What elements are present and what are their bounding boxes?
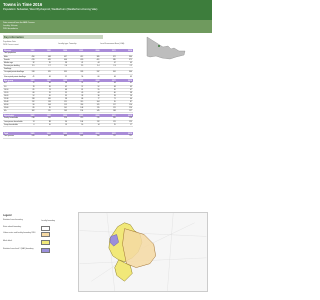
table-cell: 52 xyxy=(84,85,100,88)
column-header: 1981 xyxy=(19,132,35,135)
households-table xyxy=(3,114,133,127)
legend-value: Locality boundary xyxy=(41,220,56,222)
column-header: 1981 xyxy=(19,79,35,82)
legend-swatch xyxy=(41,232,50,237)
table-cell: 68 xyxy=(52,88,68,91)
table-cell: 49 xyxy=(117,61,133,64)
legend-label: State suburb boundary xyxy=(3,226,22,228)
row-label: Median age xyxy=(3,61,19,64)
table-cell: 49 xyxy=(68,91,84,94)
table-cell: 329 xyxy=(36,70,52,75)
table-cell: 15 xyxy=(101,123,117,126)
table-cell: 96 xyxy=(52,120,68,123)
column-header: 2006 xyxy=(84,114,100,117)
table-cell: 2.9 xyxy=(19,64,35,67)
table-cell: 55 xyxy=(84,88,100,91)
table-cell: 51 xyxy=(68,82,84,85)
table-cell: 26 xyxy=(117,94,133,97)
table-cell: 17 xyxy=(117,123,133,126)
table-cell: 2.4 xyxy=(84,64,100,67)
table-cell: 6 xyxy=(19,123,35,126)
summary-table xyxy=(3,49,133,80)
table-cell: 121 xyxy=(101,106,117,109)
info-line-2: Locality: Victoria xyxy=(3,25,18,27)
column-header: 2001 xyxy=(68,132,84,135)
table-cell: 44 xyxy=(84,91,100,94)
table-cell: 40 xyxy=(101,91,117,94)
table-cell: 48 xyxy=(101,85,117,88)
table-cell: 81 xyxy=(19,88,35,91)
table-cell: 371 xyxy=(117,58,133,61)
table-cell: 112 xyxy=(19,100,35,103)
legend-label: Statistical area boundary xyxy=(3,219,23,221)
row-label: 0-4 xyxy=(3,82,19,85)
table-cell: 883 xyxy=(52,135,68,138)
legend-item xyxy=(3,232,73,240)
table-cell: 2.7 xyxy=(36,64,52,67)
row-label: Group households xyxy=(4,123,18,126)
column-header: 1996 xyxy=(52,49,68,52)
table-cell: 13 xyxy=(52,123,68,126)
table-cell: 169 xyxy=(52,109,68,112)
table-cell: 89 xyxy=(19,106,35,109)
table-cell: 121 xyxy=(84,103,100,106)
row-label: Persons per dwelling xyxy=(4,64,20,67)
table-cell: 72 xyxy=(19,82,35,85)
table-cell: 55 xyxy=(52,91,68,94)
table-cell: 335 xyxy=(52,70,68,75)
table-cell: 38 xyxy=(117,91,133,94)
table-cell: 44 xyxy=(84,61,100,64)
column-header: Total xyxy=(3,132,19,135)
table-cell: 757 xyxy=(101,135,117,138)
section-header xyxy=(3,35,103,39)
column-header: 1996 xyxy=(52,114,68,117)
table-cell: 437 xyxy=(52,55,68,58)
table-cell: 77 xyxy=(84,97,100,100)
table-cell: 16 xyxy=(68,123,84,126)
row-label: 5-9 xyxy=(3,85,19,88)
table-cell: 339 xyxy=(68,70,84,75)
column-header: Age group xyxy=(3,79,19,82)
table-cell: 412 xyxy=(68,55,84,58)
column-header: 2011 xyxy=(101,132,117,135)
table-cell: 121 xyxy=(101,120,117,123)
row-label: Unoccupied private dwellings xyxy=(4,75,26,78)
table-cell: 110 xyxy=(117,103,133,106)
table-cell: 2.5 xyxy=(68,64,84,67)
legend-label: Mesh block xyxy=(3,240,13,242)
table-cell: 790 xyxy=(84,135,100,138)
column-header: 2016 xyxy=(117,79,133,82)
table-cell: 47 xyxy=(117,88,133,91)
column-header: Measure xyxy=(3,49,19,52)
column-header: 2016 xyxy=(117,49,133,52)
table-cell: 118 xyxy=(19,97,35,100)
table-cell: 109 xyxy=(36,97,52,100)
table-cell: 446 xyxy=(52,58,68,61)
legend-item xyxy=(3,248,73,256)
table-cell: 64 xyxy=(36,82,52,85)
column-header: 2001 xyxy=(68,114,84,117)
table-cell: 78 xyxy=(19,85,35,88)
table-cell: 104 xyxy=(68,120,84,123)
table-cell: 121 xyxy=(52,100,68,103)
table-cell: 2.2 xyxy=(117,64,133,67)
table-cell: 86 xyxy=(68,97,84,100)
title-banner xyxy=(0,0,212,20)
table-cell: 47 xyxy=(101,61,117,64)
row-label: Lone person households xyxy=(4,120,23,123)
column-header: 2001 xyxy=(68,49,84,52)
table-cell: 74 xyxy=(19,120,35,123)
table-cell: 87 xyxy=(117,100,133,103)
table-cell: 118 xyxy=(68,103,84,106)
table-cell: 96 xyxy=(19,103,35,106)
table-cell: 61 xyxy=(68,88,84,91)
page-title: Towns in Time 2016 xyxy=(3,2,43,7)
column-header: 1991 xyxy=(36,132,52,135)
table-cell: 56 xyxy=(68,75,84,80)
table-cell: 2.6 xyxy=(52,64,68,67)
table-body xyxy=(3,82,133,112)
table-cell: 318 xyxy=(19,70,35,75)
table-cell: 731 xyxy=(117,135,133,138)
table-cell: 401 xyxy=(84,58,100,61)
row-label: 20-24 xyxy=(3,94,19,97)
table-cell: 95 xyxy=(36,106,52,109)
note-mid: Locality type: Township xyxy=(58,43,77,45)
table-cell: 372 xyxy=(101,55,117,58)
table-cell: 69 xyxy=(36,85,52,88)
column-header: 2016 xyxy=(117,132,133,135)
legend-swatch xyxy=(41,226,50,231)
table-cell: 10 xyxy=(36,123,52,126)
table-cell: 231 xyxy=(36,117,52,120)
section-title: Key information xyxy=(4,35,24,39)
table-cell: 51 xyxy=(52,75,68,80)
row-label: Total population xyxy=(3,52,19,55)
row-label: 10-14 xyxy=(3,88,19,91)
note-left-2: 2016 Census count xyxy=(3,44,19,46)
column-header: 1991 xyxy=(36,49,52,52)
table-cell: 74 xyxy=(36,88,52,91)
table-cell: 41 xyxy=(68,61,84,64)
row-label: Male xyxy=(3,55,19,58)
totals-table xyxy=(3,132,133,139)
legend-item xyxy=(3,240,73,248)
table-cell: 33 xyxy=(68,94,84,97)
legend-label: Statistical area level 1 (SA1) boundary xyxy=(3,248,34,250)
legend-title: Legend xyxy=(3,214,12,217)
table-cell: 154 xyxy=(68,109,84,112)
column-header: 2006 xyxy=(84,49,100,52)
column-header: 1981 xyxy=(19,49,35,52)
table-cell: 39 xyxy=(52,94,68,97)
table-cell: 104 xyxy=(84,100,100,103)
row-label: 55-64 xyxy=(3,106,19,109)
table-cell: 360 xyxy=(117,55,133,58)
table-cell: 44 xyxy=(101,82,117,85)
row-label: 15-19 xyxy=(3,91,19,94)
table-cell: 385 xyxy=(101,58,117,61)
table-cell: 28 xyxy=(101,94,117,97)
table-cell: 456 xyxy=(19,55,35,58)
table-cell: 14 xyxy=(84,123,100,126)
row-label: Family households xyxy=(4,117,19,120)
table-cell: 157 xyxy=(117,109,133,112)
info-line-3: 2016 boundaries xyxy=(3,28,18,30)
table-cell: 41 xyxy=(117,82,133,85)
table-cell: 108 xyxy=(68,106,84,109)
column-header: 1991 xyxy=(36,79,52,82)
info-strip xyxy=(0,20,212,33)
column-header: 2011 xyxy=(101,49,117,52)
table-cell: 112 xyxy=(52,103,68,106)
row-label: Occupied private dwellings xyxy=(4,71,25,74)
table-cell: 470 xyxy=(19,58,35,61)
row-label: Dwellings xyxy=(3,67,19,70)
location-marker-icon xyxy=(158,45,160,47)
row-label: 45-54 xyxy=(3,103,19,106)
table-cell: 459 xyxy=(36,58,52,61)
table-cell: 832 xyxy=(68,135,84,138)
table-cell: 98 xyxy=(52,97,68,100)
table-cell: 420 xyxy=(68,58,84,61)
table-cell: 59 xyxy=(36,91,52,94)
table-cell: 117 xyxy=(101,103,117,106)
table-cell: 30 xyxy=(84,94,100,97)
row-label: 25-34 xyxy=(3,97,19,100)
table-cell: 219 xyxy=(68,117,84,120)
table-cell: 389 xyxy=(84,55,100,58)
table-cell: 35 xyxy=(36,61,52,64)
row-label: 65+ xyxy=(3,109,19,112)
column-header: 2001 xyxy=(68,79,84,82)
table-cell: 32 xyxy=(19,61,35,64)
table-cell: 45 xyxy=(36,94,52,97)
table-cell: 88 xyxy=(36,120,52,123)
table-cell: 448 xyxy=(36,55,52,58)
table-cell: 52 xyxy=(19,94,35,97)
table-cell: 118 xyxy=(36,100,52,103)
table-cell: 104 xyxy=(36,103,52,106)
legend-label: Urban centre and locality boundary 2016 xyxy=(3,232,36,234)
table-cell: 129 xyxy=(117,120,133,123)
table-body xyxy=(3,135,133,138)
info-line-1: Data sourced from the ABS Census xyxy=(3,22,35,24)
row-label: Female xyxy=(3,58,19,61)
table-body xyxy=(3,52,133,79)
legend-swatch xyxy=(41,248,50,253)
table-row xyxy=(3,135,133,138)
table-body xyxy=(3,117,133,126)
table-cell: 148 xyxy=(101,109,117,112)
table-cell: 47 xyxy=(84,82,100,85)
column-header: 1996 xyxy=(52,79,68,82)
table-cell: 112 xyxy=(84,120,100,123)
column-header: 1996 xyxy=(52,132,68,135)
column-header: 2016 xyxy=(117,114,133,117)
table-cell: 62 xyxy=(52,85,68,88)
table-cell: 41 xyxy=(19,75,35,80)
table-cell: 50 xyxy=(101,88,117,91)
table-row xyxy=(3,109,133,112)
table-cell: 60 xyxy=(84,75,100,80)
table-cell: 341 xyxy=(101,70,117,75)
table-cell: 115 xyxy=(68,100,84,103)
page-subtitle: Population: Sebastian, West Wycheproof, Wedderburn (Wedderburn-Korong Vale) xyxy=(3,8,98,11)
column-header: 2011 xyxy=(101,79,117,82)
table-cell: 337 xyxy=(84,70,100,75)
locality-detail-map xyxy=(78,212,208,292)
column-header: 1991 xyxy=(36,114,52,117)
column-header: Households xyxy=(3,114,19,117)
note-left-1: Population Data xyxy=(3,41,16,43)
table-cell: 226 xyxy=(52,117,68,120)
table-cell: 64 xyxy=(101,75,117,80)
table-cell: 57 xyxy=(68,85,84,88)
table-cell: 926 xyxy=(19,135,35,138)
row-label: Total persons xyxy=(3,135,19,138)
table-cell: 58 xyxy=(52,82,68,85)
table-cell: 101 xyxy=(52,106,68,109)
table-cell: 46 xyxy=(36,75,52,80)
table-cell: 145 xyxy=(84,109,100,112)
table-cell: 71 xyxy=(101,97,117,100)
table-cell: 66 xyxy=(19,91,35,94)
table-row xyxy=(3,123,133,126)
table-cell: 95 xyxy=(101,100,117,103)
column-header: 1981 xyxy=(19,114,35,117)
column-header: 2011 xyxy=(101,114,117,117)
table-cell: 2.3 xyxy=(101,64,117,67)
table-cell: 115 xyxy=(84,106,100,109)
column-header: 2006 xyxy=(84,79,100,82)
legend-swatch xyxy=(41,240,50,245)
table-cell: 66 xyxy=(117,97,133,100)
table-cell: 238 xyxy=(19,117,35,120)
victoria-locator-map xyxy=(146,34,186,60)
table-cell: 211 xyxy=(84,117,100,120)
table-cell: 205 xyxy=(101,117,117,120)
table-cell: 198 xyxy=(117,117,133,120)
row-label: 35-44 xyxy=(3,100,19,103)
table-cell: 162 xyxy=(19,109,35,112)
table-cell: 124 xyxy=(117,106,133,109)
table-cell: 344 xyxy=(117,70,133,75)
table-cell: 38 xyxy=(52,61,68,64)
age-table xyxy=(3,79,133,113)
note-right: Local Government Area (LGA) xyxy=(100,43,125,45)
table-cell: 907 xyxy=(36,135,52,138)
table-cell: 45 xyxy=(117,85,133,88)
column-header: 2006 xyxy=(84,132,100,135)
table-cell: 69 xyxy=(117,75,133,80)
table-cell: 170 xyxy=(36,109,52,112)
